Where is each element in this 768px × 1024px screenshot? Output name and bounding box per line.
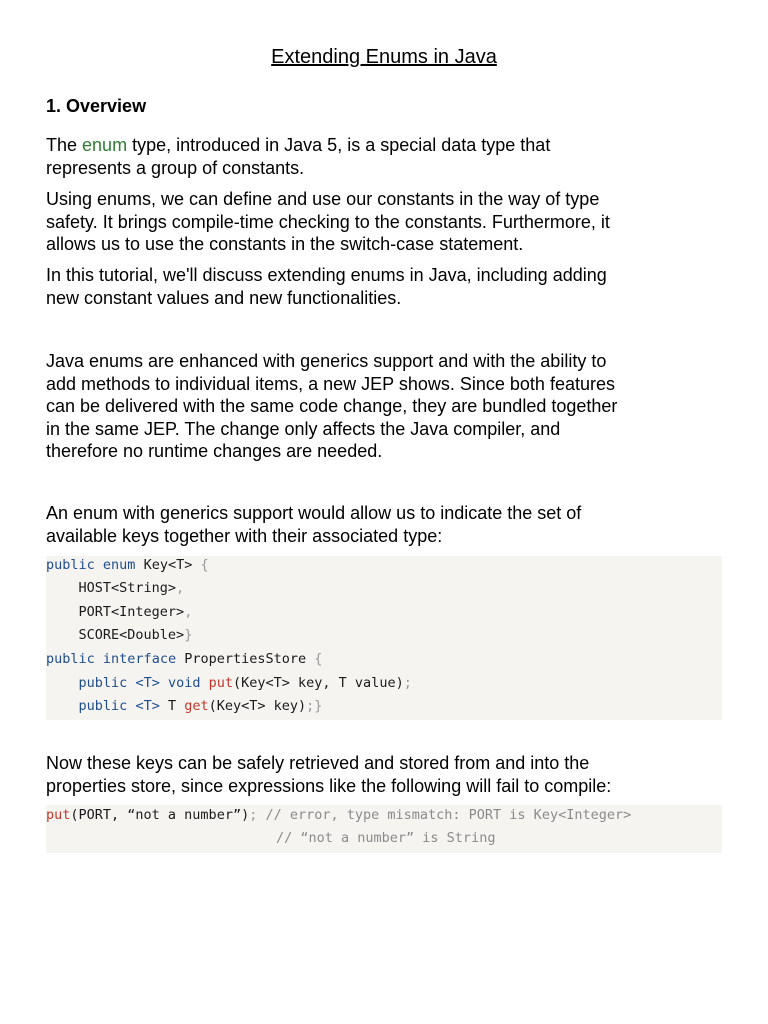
code-token: (Key<T> key, T value) <box>233 675 404 691</box>
paragraph-jep <box>46 350 722 463</box>
paragraph-type-safety <box>46 188 722 256</box>
code-line <box>46 806 631 824</box>
paragraph-line: represents a group of constants. <box>46 157 305 178</box>
paragraph-line: An enum with generics support would allow us to indicate the set of <box>46 503 582 523</box>
paragraph-properties-store <box>46 752 722 797</box>
code-line <box>46 579 184 597</box>
text-run: type, introduced in Java 5, is a special data type that <box>127 135 551 155</box>
code-token: { <box>314 651 323 667</box>
code-token: public <box>78 675 128 691</box>
code-token: get <box>184 698 209 714</box>
code-token: , <box>184 604 193 620</box>
code-token: <T> <box>135 675 160 691</box>
paragraph-generics <box>46 502 722 547</box>
code-token: PORT<Integer> <box>78 604 185 620</box>
code-token: public <box>46 651 95 667</box>
paragraph-line <box>46 134 722 157</box>
paragraph-enum-intro <box>46 134 722 179</box>
code-token: HOST<String> <box>78 580 177 596</box>
code-token: public <box>46 557 95 573</box>
paragraph-line: Using enums, we can define and use our constants in the way of type <box>46 189 600 209</box>
code-token: (PORT, “not a number”) <box>70 807 250 823</box>
paragraph-line: Now these keys can be safely retrieved and stored from and into the <box>46 753 590 773</box>
code-token: put <box>46 807 71 823</box>
paragraph-line: properties store, since expressions like the following will fail to compile: <box>46 775 612 796</box>
code-token: enum <box>102 557 136 573</box>
code-token: , <box>176 580 185 596</box>
code-block-compile-error <box>46 805 722 853</box>
paragraph-line: therefore no runtime changes are needed. <box>46 441 383 461</box>
code-token: put <box>208 675 234 691</box>
code-line <box>46 626 192 644</box>
code-block-enum-key <box>46 556 722 720</box>
paragraph-line: new constant values and new functionalities. <box>46 287 402 308</box>
code-token: public <box>78 698 128 714</box>
document-title: Extending Enums in Java <box>271 46 497 68</box>
code-token: ;} <box>306 698 323 714</box>
paragraph-line: Java enums are enhanced with generics support and with the ability to <box>46 351 607 371</box>
paragraph-line: allows us to use the constants in the switch-case statement. <box>46 234 524 254</box>
code-comment: // “not a number” is String <box>276 830 496 846</box>
code-token: PropertiesStore <box>176 651 315 667</box>
code-token: <T> <box>135 698 160 714</box>
code-token: SCORE<Double> <box>78 627 185 643</box>
code-token: Key<T> <box>135 557 201 573</box>
section-heading-overview: 1. Overview <box>46 96 147 116</box>
code-token: T <box>159 698 185 714</box>
code-line <box>46 603 192 621</box>
code-token: (Key<T> key) <box>208 698 307 714</box>
code-line <box>46 556 209 574</box>
code-token: } <box>184 627 193 643</box>
code-token: interface <box>102 651 177 667</box>
code-comment: // error, type mismatch: PORT is Key<Integer> <box>257 807 632 823</box>
code-line <box>46 650 322 668</box>
paragraph-line: available keys together with their associated type: <box>46 525 443 546</box>
code-token: ; <box>249 807 258 823</box>
paragraph-line: in the same JEP. The change only affects the Java compiler, and <box>46 418 561 439</box>
text-run: The <box>46 135 83 155</box>
paragraph-line: add methods to individual items, a new JEP shows. Since both features <box>46 373 615 394</box>
paragraph-line: can be delivered with the same code change, they are bundled together <box>46 396 618 416</box>
code-token: ; <box>403 675 412 691</box>
code-token: { <box>200 557 209 573</box>
code-token: void <box>167 675 201 691</box>
code-line <box>46 674 412 692</box>
code-line <box>46 697 322 715</box>
paragraph-tutorial <box>46 264 722 309</box>
enum-keyword-link[interactable]: enum <box>82 135 128 155</box>
paragraph-line: In this tutorial, we'll discuss extending enums in Java, including adding <box>46 265 607 285</box>
paragraph-line: safety. It brings compile-time checking to the constants. Furthermore, it <box>46 211 610 232</box>
